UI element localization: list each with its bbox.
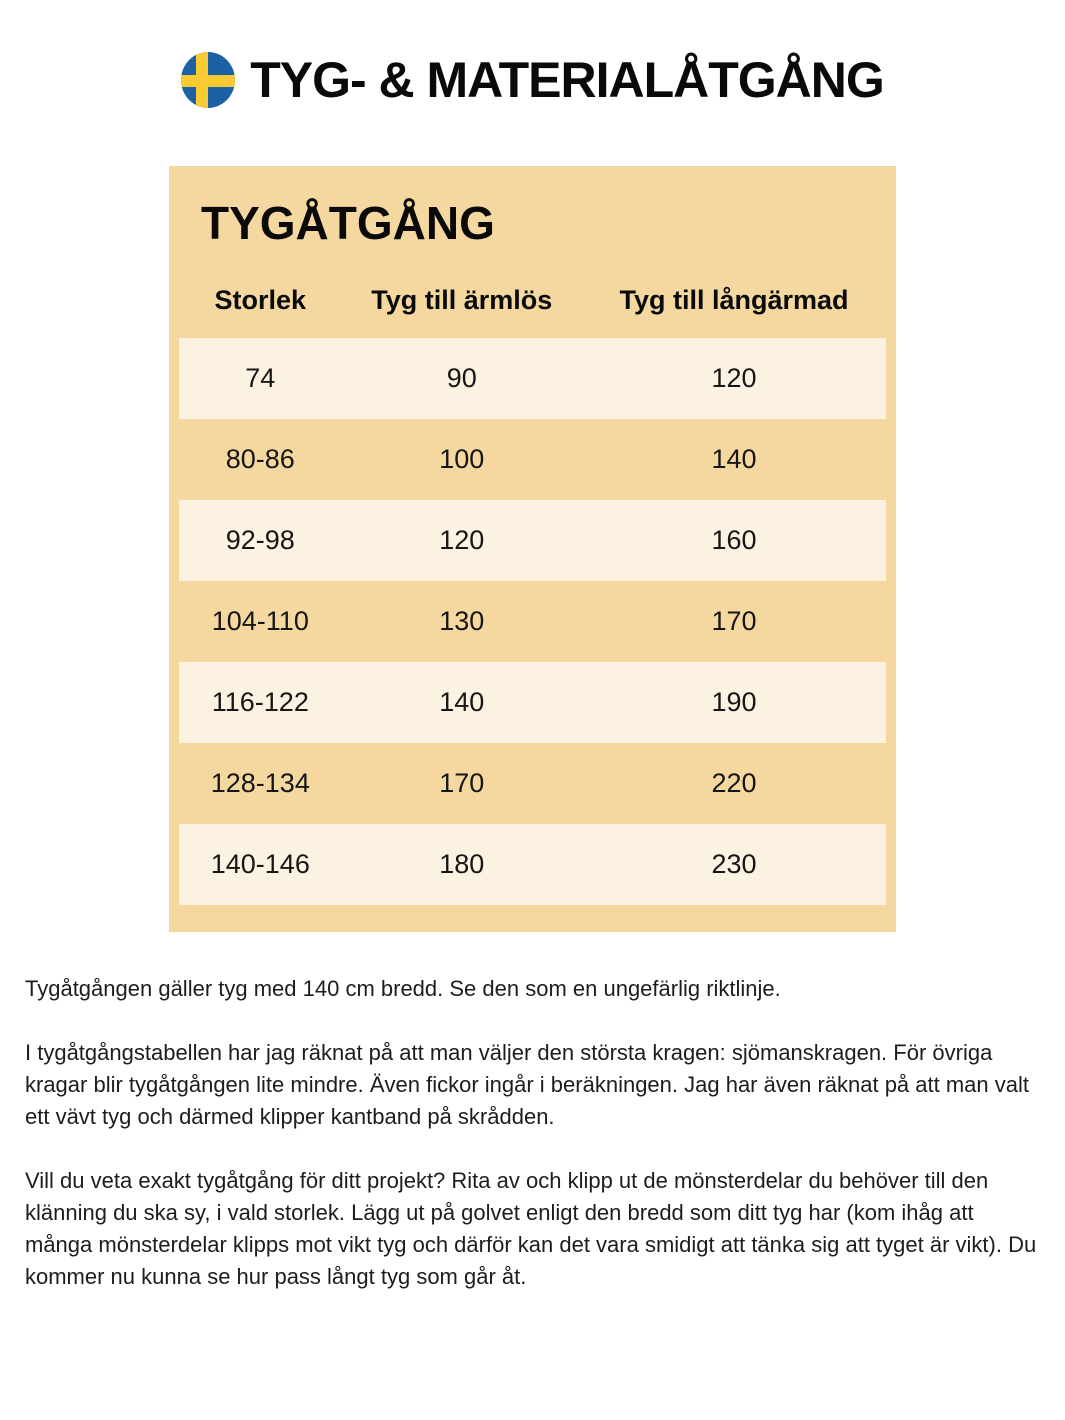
longsleeve-cell: 190	[711, 686, 757, 717]
size-cell: 128-134	[210, 767, 310, 798]
sweden-flag-icon	[181, 52, 235, 108]
size-cell: 80-86	[225, 443, 295, 474]
paragraph-calculation-notes: I tygåtgångstabellen har jag räknat på att man väljer den största kragen: sjömanskragen. För övriga kragar blir tygåtgången lite mindre. Även fickor ingår i beräkningen. Jag har även räknat på att man valt ett vävt tyg och därmed klipper kantband på skrådden.	[25, 1039, 1029, 1129]
size-cell: 104-110	[211, 605, 309, 636]
table-body	[169, 338, 896, 905]
table-row	[179, 662, 886, 743]
longsleeve-cell: 170	[711, 605, 757, 636]
table-header-row	[169, 285, 896, 316]
body-text	[25, 973, 1040, 1293]
page-title: TYG- & MATERIALÅTGÅNG	[250, 52, 884, 108]
longsleeve-cell: 140	[711, 443, 757, 474]
table-row	[179, 581, 886, 662]
table-row	[179, 500, 886, 581]
table-row	[179, 824, 886, 905]
sleeveless-cell: 100	[439, 443, 485, 474]
page-header	[0, 0, 1065, 108]
paragraph-exact-usage-tip: Vill du veta exakt tygåtgång för ditt projekt? Rita av och klipp ut de mönsterdelar du behöver till den klänning du ska sy, i vald storlek. Lägg ut på golvet enligt den bredd som ditt tyg har (kom ihåg att många mönsterdelar klipps mot vikt tyg och därför kan det vara smidigt att tänka sig att tyget är vikt). Du kommer nu kunna se hur pass långt tyg som går åt.	[25, 1167, 1037, 1289]
sleeveless-cell: 90	[446, 362, 477, 393]
longsleeve-cell: 220	[711, 767, 757, 798]
sleeveless-cell: 180	[439, 848, 485, 879]
sleeveless-cell: 170	[439, 767, 485, 798]
table-title: TYGÅTGÅNG	[201, 197, 495, 249]
column-header-longsleeve: Tyg till långärmad	[619, 284, 849, 315]
size-cell: 116-122	[211, 686, 309, 717]
table-row	[179, 743, 886, 824]
sleeveless-cell: 120	[439, 524, 485, 555]
sleeveless-cell: 140	[439, 686, 485, 717]
size-cell: 140-146	[210, 848, 310, 879]
longsleeve-cell: 160	[711, 524, 757, 555]
sleeveless-cell: 130	[439, 605, 485, 636]
column-header-sleeveless: Tyg till ärmlös	[371, 284, 553, 315]
size-cell: 74	[245, 362, 276, 393]
paragraph-fabric-width: Tygåtgången gäller tyg med 140 cm bredd. Se den som en ungefärlig riktlinje.	[25, 975, 781, 1001]
size-cell: 92-98	[225, 524, 295, 555]
table-row	[179, 338, 886, 419]
table-row	[179, 419, 886, 500]
column-header-size: Storlek	[214, 284, 307, 315]
longsleeve-cell: 230	[711, 848, 757, 879]
longsleeve-cell: 120	[711, 362, 757, 393]
fabric-table-card	[169, 166, 896, 932]
